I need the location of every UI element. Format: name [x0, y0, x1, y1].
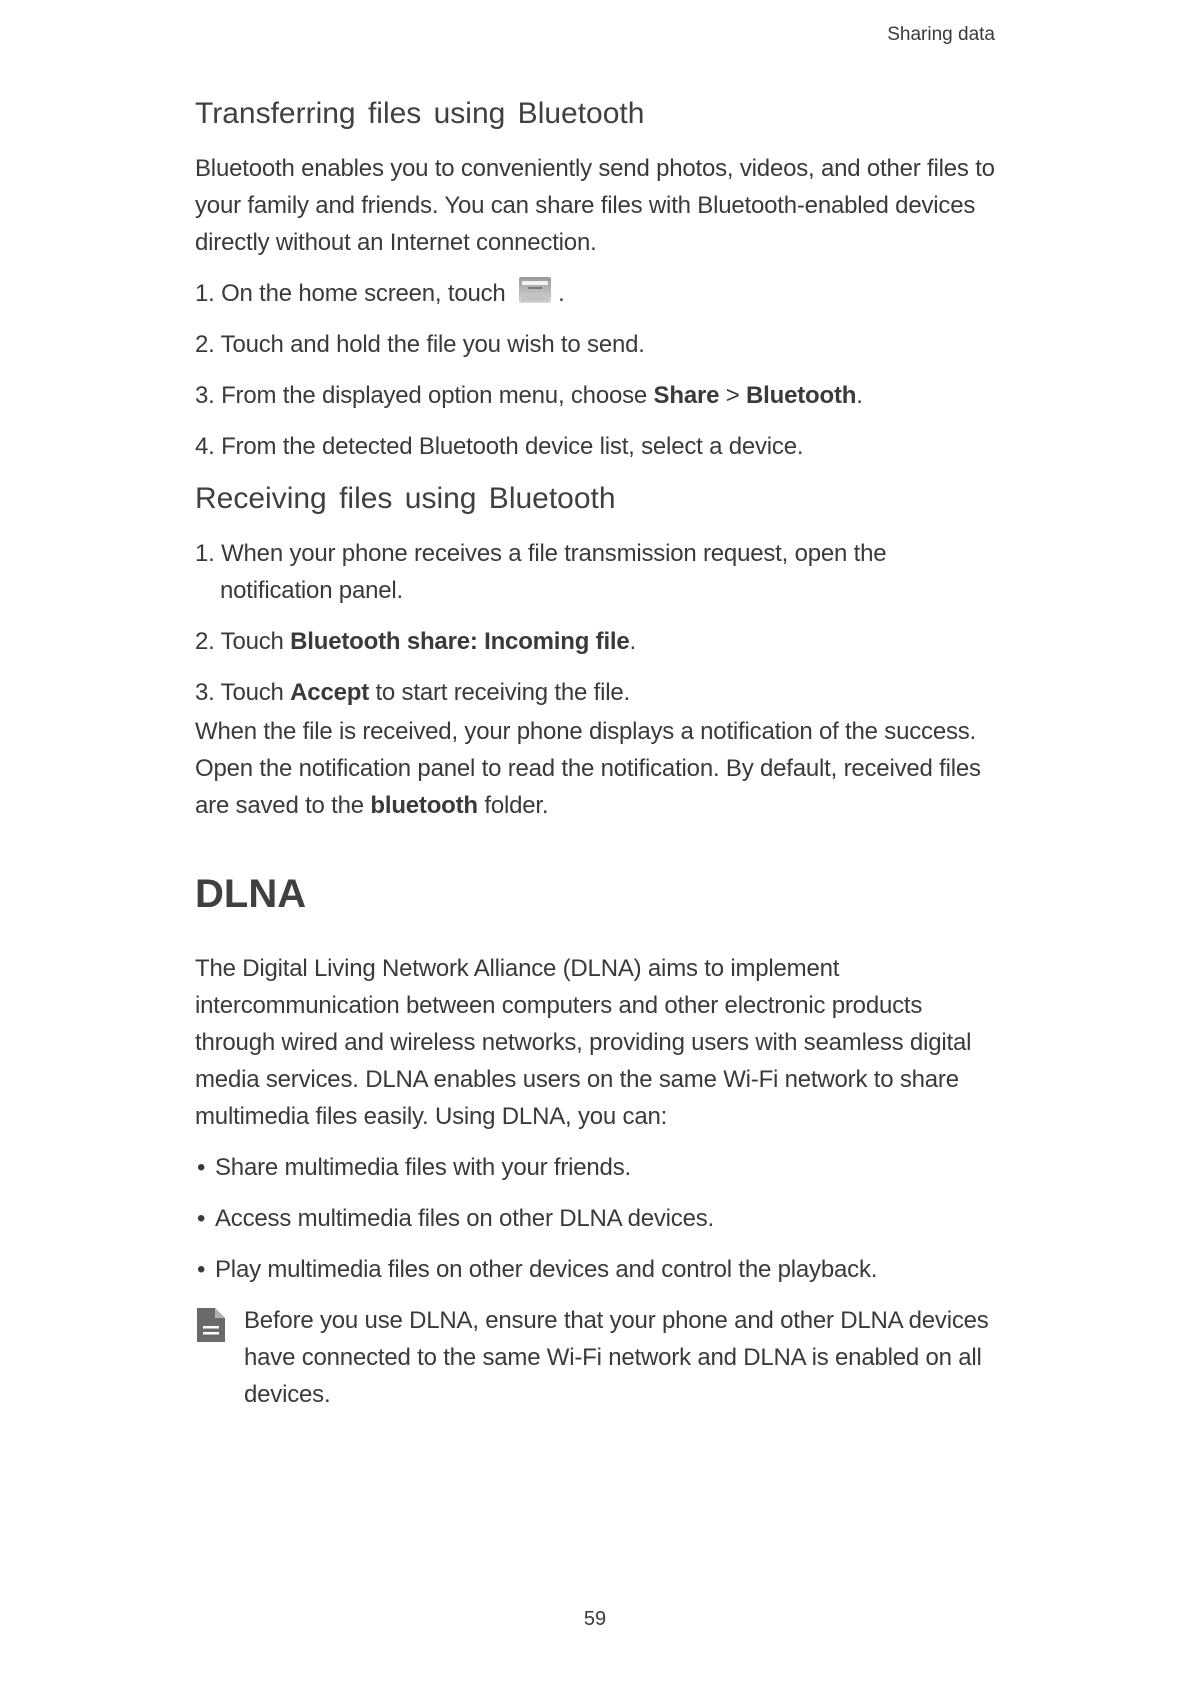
dlna-bullet-3 — [195, 1251, 1005, 1288]
dlna-note-text: Before you use DLNA, ensure that your phone and other DLNA devices have connected to the same Wi-Fi network and DLNA is enabled on all devices. — [244, 1307, 989, 1408]
receive-heading: Receiving files using Bluetooth — [195, 482, 616, 515]
page-number: 59 — [583, 1608, 607, 1630]
receive-step-1: 1. When your phone receives a file transmission request, open the notification panel. — [195, 540, 887, 604]
receive-step-3-text: 3. Touch — [195, 679, 284, 706]
dlna-bullet-1 — [195, 1149, 1005, 1186]
receive-step-2 — [195, 623, 1005, 660]
transfer-step-1-text: 1. On the home screen, touch — [195, 280, 506, 307]
transfer-step-3-text: 3. From the displayed option menu, choose — [195, 382, 648, 409]
transfer-step-3 — [195, 377, 1005, 414]
menu-bluetooth: Bluetooth — [746, 382, 857, 409]
dlna-bullet-2 — [195, 1200, 1005, 1237]
receive-after — [195, 713, 1005, 824]
transfer-intro: Bluetooth enables you to conveniently send photos, videos, and other files to your family and friends. You can share files with Bluetooth-enabled devices directly without an Internet connection. — [195, 155, 995, 256]
accept-label: Accept — [290, 679, 369, 706]
note-icon — [195, 1306, 227, 1344]
dlna-title: DLNA — [195, 872, 307, 916]
file-manager-icon — [518, 275, 552, 305]
dlna-bullet-1-text: Share multimedia files with your friends. — [215, 1154, 631, 1181]
receive-after-end: folder. — [484, 792, 549, 819]
receive-step-3 — [195, 674, 1005, 711]
transfer-step-2: 2. Touch and hold the file you wish to send. — [195, 331, 645, 358]
bullet-dot: • — [197, 1256, 206, 1283]
page-content — [195, 96, 1005, 1413]
transfer-step-1-end: . — [558, 280, 565, 307]
menu-separator: > — [725, 382, 740, 409]
receive-after-text: When the file is received, your phone displays a notification of the success. Open the notification panel to read the notification. By default, received files are saved to the — [195, 718, 981, 819]
bullet-dot: • — [197, 1154, 206, 1181]
incoming-file-label: Bluetooth share: Incoming file — [290, 628, 630, 655]
receive-steps — [195, 535, 1005, 711]
dlna-intro: The Digital Living Network Alliance (DLNA) aims to implement intercommunication between computers and other electronic products through wired and wireless networks, providing users with seamless digital media services. DLNA enables users on the same Wi-Fi network to share multimedia files easily. Using DLNA, you can: — [195, 955, 972, 1130]
running-header: Sharing data — [887, 24, 995, 45]
dlna-note — [195, 1302, 1005, 1413]
menu-share: Share — [653, 382, 720, 409]
dlna-bullet-3-text: Play multimedia files on other devices and control the playback. — [215, 1256, 878, 1283]
transfer-heading: Transferring files using Bluetooth — [195, 97, 645, 130]
dlna-bullet-2-text: Access multimedia files on other DLNA devices. — [215, 1205, 715, 1232]
dlna-bullets — [195, 1149, 1005, 1288]
transfer-step-4: 4. From the detected Bluetooth device list, select a device. — [195, 433, 804, 460]
transfer-step-3-end: . — [856, 382, 863, 409]
transfer-steps — [195, 275, 1005, 465]
receive-step-2-text: 2. Touch — [195, 628, 284, 655]
bullet-dot: • — [197, 1205, 206, 1232]
receive-step-3-rest: to start receiving the file. — [375, 679, 630, 706]
transfer-step-1 — [195, 275, 1005, 312]
receive-step-2-end: . — [629, 628, 636, 655]
bluetooth-folder-label: bluetooth — [370, 792, 478, 819]
